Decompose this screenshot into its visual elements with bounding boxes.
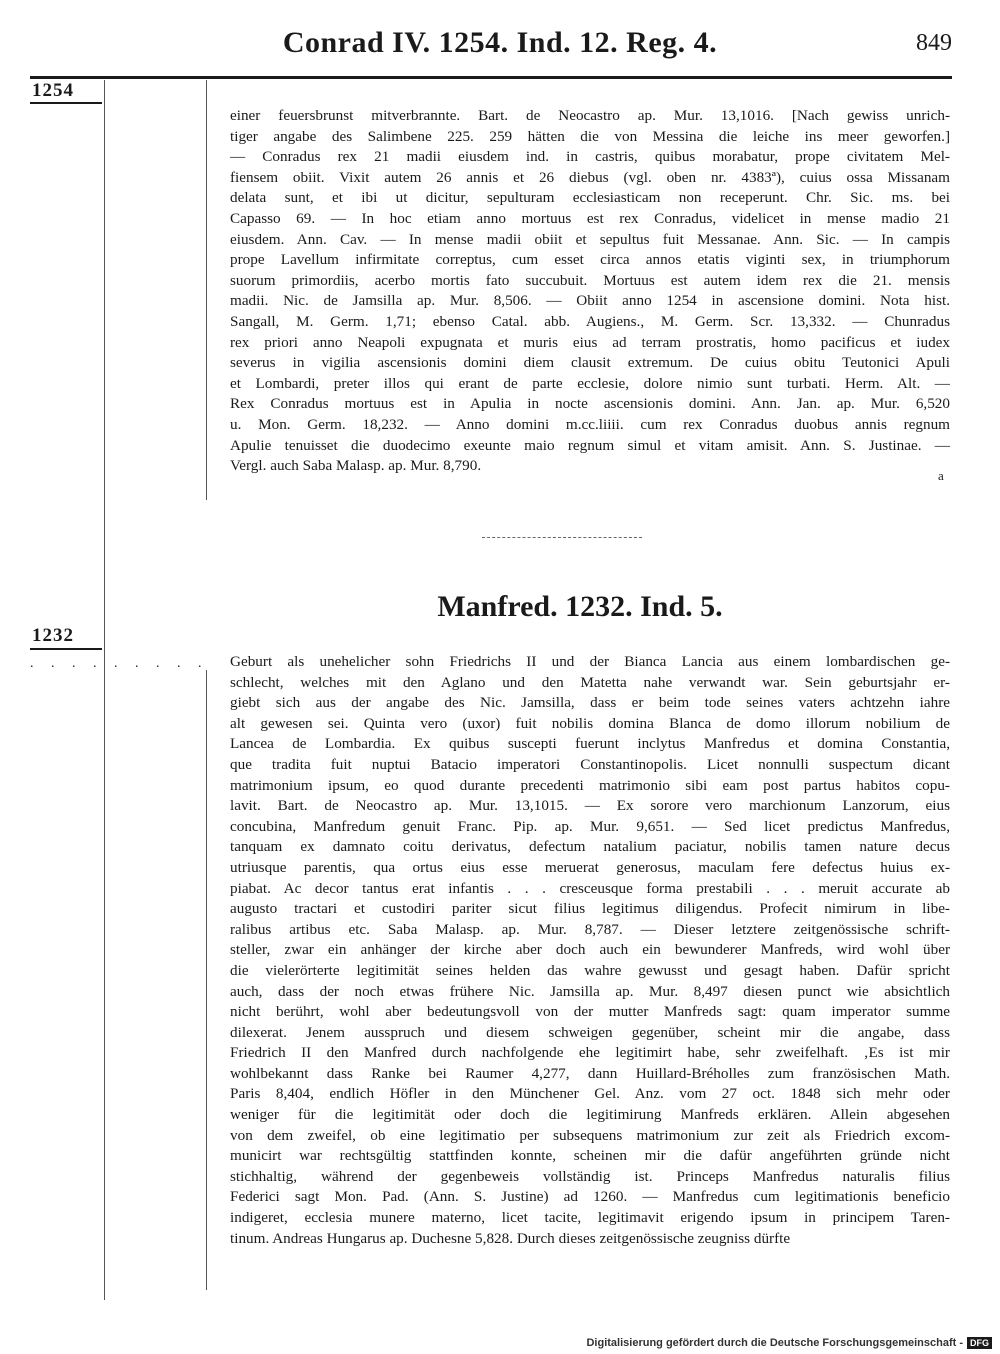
text-line: Rex Conradus mortuus est in Apulia in nocte ascensionis domini. Ann. Jan. ap. Mur. 6,520 xyxy=(230,395,950,413)
text-line: prope Lavellum infirmitate correptus, cum esset circa annos etatis viginti sex, in triumphorum xyxy=(230,251,950,269)
section-title: Manfred. 1232. Ind. 5. xyxy=(437,590,723,623)
text-line: que tradita fuit nuptui Batacio imperatori Constantinopolis. Licet nonnulli suspectum dicant xyxy=(230,755,950,773)
dfg-logo: DFG xyxy=(967,1337,992,1349)
margin-rule-right-lower xyxy=(206,670,207,1290)
footnote-marker: a xyxy=(938,468,944,483)
text-line: Geburt als unehelicher sohn Friedrichs II und der Bianca Lancia aus einem lombardischen ge- xyxy=(230,653,950,670)
text-line: wohlbekannt dass Ranke bei Raumer 4,277, dann Huillard-Bréholles zum französischen Math. xyxy=(230,1064,950,1082)
text-line: matrimonium ipsum, eo quod durante precedenti matrimonio sibi eam post partus habitos copu- xyxy=(230,776,950,794)
text-line: tiger angabe des Salimbene 225. 259 hätten die von Messina die leiche ins meer geworfen.] xyxy=(230,127,950,145)
text-line: steller, zwar ein anhänger der kirche aber doch auch ein bewunderer Manfreds, wird wohl über xyxy=(230,941,950,959)
text-line: giebt sich aus der angabe des Nic. Jamsilla, dass er beim tode seines vaters achtzehn iahre xyxy=(230,694,950,712)
margin-year: 1254 xyxy=(32,80,74,101)
text-line: fiensem obiit. Vixit autem 26 annis et 26 diebus (vgl. oben nr. 4383ª), cuius ossa Missanam xyxy=(230,168,950,186)
text-line: stichhaltig, während der gegenbeweis vollständig ist. Princeps Manfredus naturalis filius xyxy=(230,1167,950,1185)
text-line: piabat. Ac decor tantus erat infantis . . . cresceusque forma prestabili . . . meruit accurate ab xyxy=(230,879,950,897)
footer-text: Digitalisierung gefördert durch die Deutsche Forschungsgemeinschaft - xyxy=(586,1337,963,1349)
margin-year: 1232 xyxy=(32,625,74,646)
text-line: Capasso 69. — In hoc etiam anno mortuus est rex Conradus, videlicet in mense madio 21 xyxy=(230,209,950,227)
text-line: lavit. Bart. de Neocastro ap. Mur. 13,1015. — Ex sorore vero marchionum Lanzorum, eius xyxy=(230,797,950,815)
text-line: von dem zweifel, ob eine legitimatio per subsequens matrimonium zur zeit als Friedrich excom- xyxy=(230,1126,950,1144)
margin-rule-right xyxy=(206,80,207,500)
entry-text xyxy=(230,106,950,477)
text-line: augusto tractari et custodiri pariter sicut filius legitimus diligendus. Profecit nimirum in libe- xyxy=(230,900,950,918)
year-underline xyxy=(30,102,102,104)
text-line: die vielerörterte legitimität seines helden das wahre gewusst und gesagt haben. Dafür spricht xyxy=(230,961,950,979)
text-line: auch, dass der noch etwas frühere Nic. Jamsilla ap. Mur. 8,497 diesen punct wie absichtlich xyxy=(230,982,950,1000)
entry-text xyxy=(230,652,950,1249)
text-line: Federici sagt Mon. Pad. (Ann. S. Justine) ad 1260. — Manfredus cum legitimationis beneficio xyxy=(230,1188,950,1206)
text-line: Paris 8,404, endlich Höfler in den Münchener Gel. Anz. vom 27 oct. 1848 sich mehr oder xyxy=(230,1085,950,1103)
text-line: nicht berührt, wohl aber bedeutungsvoll von der mutter Manfreds sagt: quam imperator summe xyxy=(230,1003,950,1021)
text-line: u. Mon. Germ. 18,232. — Anno domini m.cc.liiii. cum rex Conradus duobus annis regnum xyxy=(230,415,950,433)
text-line: Sangall, M. Germ. 1,71; ebenso Catal. abb. Augiens., M. Germ. Scr. 13,332. — Chunradus xyxy=(230,312,950,330)
text-line: — Conradus rex 21 madii eiusdem ind. in castris, quibus morabatur, prope civitatem Mel- xyxy=(230,148,950,166)
text-line: et Lombardi, preter illos qui erant de parte ecclesie, dolore nimio sunt turbati. Herm. Alt. — xyxy=(230,374,950,392)
text-line: eiusdem. Ann. Cav. — In mense madii obiit et sepultus fuit Messanae. Ann. Sic. — In campis xyxy=(230,230,950,248)
running-head-title: Conrad IV. 1254. Ind. 12. Reg. 4. xyxy=(282,26,718,59)
margin-rule-left-lower xyxy=(104,600,105,1300)
text-line: severus in vigilia ascensionis domini diem clausit extremum. De cuius obitu Teutonici Apuli xyxy=(230,354,950,372)
header-rule xyxy=(30,76,952,79)
page-number: 849 xyxy=(916,30,952,56)
text-line: rex priori anno Neapoli expugnata et muris eius ad terram prostratis, homo pacificus et iudex xyxy=(230,333,950,351)
text-line: einer feuersbrunst mitverbrannte. Bart. de Neocastro ap. Mur. 13,1016. [Nach gewiss unrich- xyxy=(230,107,950,124)
text-line: Vergl. auch Saba Malasp. ap. Mur. 8,790. xyxy=(230,457,482,475)
text-line: tinum. Andreas Hungarus ap. Duchesne 5,828. Durch dieses zeitgenössische zeugniss dürfte xyxy=(230,1229,791,1247)
footer-credit xyxy=(586,1337,992,1349)
leader-dots: . . . . . . . . . xyxy=(30,656,209,671)
text-line: ralibus artibus etc. Saba Malasp. ap. Mur. 8,787. — Dieser letztere zeitgenössische schrift- xyxy=(230,920,950,938)
text-line: municirt war rechtsgültig stattfinden konnte, scheinen mir die dafür angeführten gründe nicht xyxy=(230,1147,950,1165)
year-underline xyxy=(30,648,102,650)
text-line: Lancea de Lombardia. Ex quibus suscepti fuerunt inclytus Manfredus et domina Constantia, xyxy=(230,735,950,753)
text-line: concubina, Manfredum genuit Franc. Pip. ap. Mur. 9,651. — Sed licet predictus Manfredus, xyxy=(230,817,950,835)
text-line: indigeret, ecclesia munere materno, licet tacite, legitimavit erigendo ipsum in principem Taren- xyxy=(230,1209,950,1227)
text-line: dilexerat. Jenem ausspruch und diesem schweigen gegenüber, scheint mir die angabe, dass xyxy=(230,1023,950,1041)
text-line: delata sunt, et ibi ut dicitur, sepulturam ecclesiasticam non receperunt. Chr. Sic. ms. bei xyxy=(230,189,950,207)
text-line: schlecht, welches mit den Aglano und den Matetta nahe verwandt war. Sein geburtsjahr er- xyxy=(230,673,950,691)
text-line: suorum primordiis, acerbo mortis fato succubuit. Mortuus est autem idem rex die 21. mensis xyxy=(230,271,950,289)
text-line: tanquam ex damnato coitu derivatus, defectum natalium paciatur, nobilis tamen nature decus xyxy=(230,838,950,856)
text-line: Friedrich II den Manfred durch nachfolgende ehe legitimirt habe, sehr zweifelhaft. ‚Es ist mir xyxy=(230,1044,950,1062)
text-line: weniger für die legitimität oder doch die legitimirung Manfreds erklären. Allein abgesehen xyxy=(230,1106,950,1124)
text-line: madii. Nic. de Jamsilla ap. Mur. 8,506. — Obiit anno 1254 in ascensione domini. Nota hist. xyxy=(230,292,950,310)
text-line: Apulie tenuisset die duodecimo exeunte maio regnum simul et vitam amisit. Ann. S. Justinae. — xyxy=(230,436,950,454)
section-divider xyxy=(482,537,642,538)
margin-rule-left xyxy=(104,80,105,600)
text-line: alt gewesen sei. Quinta vero (uxor) fuit nobilis domina Blanca de domo illorum nobilium de xyxy=(230,714,950,732)
text-line: utriusque parentis, qua ortus eius esse meruerat generosus, maculam fere defectus huius ex- xyxy=(230,858,950,876)
